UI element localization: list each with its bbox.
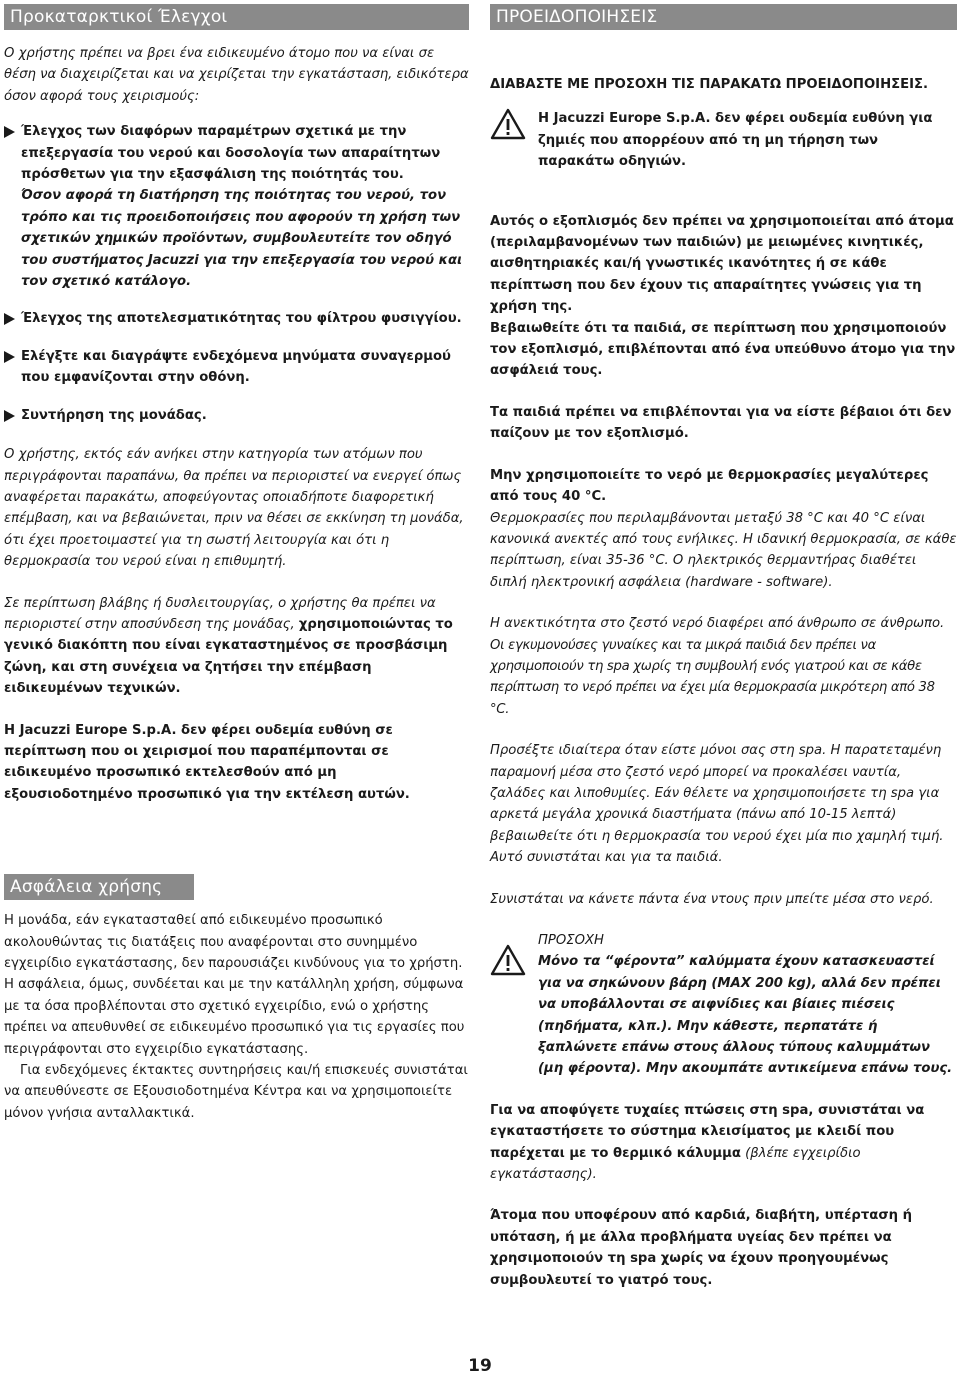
temperature-range-paragraph: Θερμοκρασίες που περιλαμβάνονται μεταξύ 38 °C και 40 °C είναι κανονικά ανεκτές από τους ενήλικες. Η ιδανική θερμοκρασία, σε κάθε περίπτωση, είναι 35-36 °C. Ο ηλεκτρικός θερμαντήρας διαθέτει διπλή ηλεκτρονική ασφάλεια (hardware - software). (490, 510, 957, 590)
user-limits-paragraph: Ο χρήστης, εκτός εάν ανήκει στην κατηγορία των ατόμων που περιγράφονται παραπάνω, θα πρέπει να περιοριστεί να ενεργεί όπως αναφέρεται παρακάτω, αποφεύγοντας οποιαδήποτε διαφορετική επέμβαση, και να βεβαιώνεται, πριν να θέσει σε εκκίνηση τη μονάδα, ότι έχει προετοιμαστεί για τη σωστή λειτουργία και ότι η θερμοκρασία του νερού είναι η επιθυμητή. (4, 447, 464, 570)
equipment-restriction-paragraph: Αυτός ο εξοπλισμός δεν πρέπει να χρησιμοποιείται από άτομα (περιλαμβανομένων των παιδιών) με μειωμένες κινητικές, αισθητηριακές και/ή γνωστικές ικανότητες ή σε κάθε περίπτωση που δεν έχουν τις απαραίτητες γνώσεις για τη χρήση της. (490, 213, 954, 315)
warning-triangle-icon (490, 944, 526, 976)
children-play-paragraph: Τα παιδιά πρέπει να επιβλέπονται για να είστε βέβαιοι ότι δεν παίζουν με τον εξοπλισμό. (490, 404, 952, 442)
triangle-bullet-icon (4, 126, 15, 138)
page-number: 19 (468, 1356, 492, 1376)
liability-paragraph: Η Jacuzzi Europe S.p.A. δεν φέρει ουδεμία ευθύνη σε περίπτωση που οι χειρισμοί που παραπέμπονται σε ειδικευμένο προσωπικό εκτελεσθούν από μη εξουσιοδοτημένο προσωπικό για την εκτέλεση αυτών. (4, 722, 410, 802)
bullet-water-parameters: Έλεγχος των διαφόρων παραμέτρων σχετικά με την επεξεργασία του νερού και δοσολογία των απαραίτητων πρόσθετων για την εξασφάλιση της ποιότητάς του. (4, 121, 469, 185)
section-header-preliminary-checks: Προκαταρκτικοί Έλεγχοι (4, 4, 469, 30)
intro-paragraph: Ο χρήστης πρέπει να βρει ένα ειδικευμένο άτομο που να είναι σε θέση να διαχειρίζεται και να χειρίζεται την εγκατάσταση, ειδικότερα όσον αφορά τους χειρισμούς: (4, 46, 469, 104)
triangle-bullet-icon (4, 313, 15, 325)
alone-in-spa-paragraph: Προσέξτε ιδιαίτερα όταν είστε μόνοι σας στη spa. Η παρατεταμένη παραμονή μέσα στο ζεστό νερό μπορεί να προκαλέσει ναυτία, ζαλάδες και λιποθυμίες. Εάν θέλετε να χρησιμοποιήσετε τη spa για αρκετά μεγάλα χρονικά διαστήματα (πάνω από 10-15 λεπτά) βεβαιωθείτε ότι η θερμοκρασία του νερού έχει μία πιο χαμηλή τιμή. Αυτό συνιστάται και για τα παιδιά. (490, 743, 944, 866)
shower-paragraph: Συνιστάται να κάνετε πάντα ένα ντους πριν μπείτε μέσα στο νερό. (490, 891, 934, 907)
children-supervision-paragraph: Βεβαιωθείτε ότι τα παιδιά, σε περίπτωση που χρησιμοποιούν τον εξοπλισμό, επιβλέπονται από ένα υπεύθυνο άτομο για την ασφάλειά τους. (490, 320, 956, 379)
repairs-paragraph: Για ενδεχόμενες έκτακτες συντηρήσεις και/ή επισκευές συνιστάται να απευθύνεστε σε Εξουσιοδοτημένα Κέντρα και να χρησιμοποιείτε μόνον γνήσια ανταλλακτικά. (4, 1063, 468, 1121)
right-column (490, 4, 957, 1291)
lock-system-paragraph: Για να αποφύγετε τυχαίες πτώσεις στη spa, συνιστάται να εγκαταστήσετε το σύστημα κλεισίματος με κλειδί που παρέχεται με το θερμικό κάλυμμα (βλέπε εγχειρίδιο εγκατάστασης). (490, 1102, 925, 1183)
fault-paragraph: Σε περίπτωση βλάβης ή δυσλειτουργίας, ο χρήστης θα πρέπει να περιοριστεί στην αποσύνδεση της μονάδας, χρησιμοποιώντας το γενικό διακόπτη που είναι εγκαταστημένος σε προσβάσιμη ζώνη, και στη συνέχεια να ζητήσει την επέμβαση ειδικευμένων τεχνικών. (4, 595, 453, 697)
section-header-safety-of-use: Ασφάλεια χρήσης (4, 874, 194, 900)
read-carefully-notice: ΔΙΑΒΑΣΤΕ ΜΕ ΠΡΟΣΟΧΗ ΤΙΣ ΠΑΡΑΚΑΤΩ ΠΡΟΕΙΔΟΠΟΙΗΣΕΙΣ. (490, 77, 929, 92)
triangle-bullet-icon (4, 410, 15, 422)
left-column (4, 4, 469, 1124)
safety-paragraph: Η μονάδα, εάν εγκατασταθεί από ειδικευμένο προσωπικό ακολουθώντας τις διατάξεις που αναφέρονται στο συνημμένο εγχειρίδιο εγκατάστασης, δεν παρουσιάζει κινδύνους για το χρήστη. Η ασφάλεια, όμως, συνδέεται και με την κατάλληλη χρήση, σύμφωνα με τα όσα προβλέπονται στο σχετικό εγχειρίδιο, ενώ ο χρήστης πρέπει να απευθυνθεί σε ειδικευμένο προσωπικό για τις εργασίες που περιγράφονται στο εγχειρίδιο εγκατάστασης. (4, 913, 465, 1057)
caution-title: ΠΡΟΣΟΧΗ (538, 933, 604, 948)
max-temperature-paragraph: Μην χρησιμοποιείτε το νερό με θερμοκρασίες μεγαλύτερες από τους 40 °C. (490, 467, 929, 505)
bullet-filter-check: Έλεγχος της αποτελεσματικότητας του φίλτρου φυσιγγίου. (4, 308, 469, 329)
triangle-bullet-icon (4, 351, 15, 363)
tolerance-paragraph: Η ανεκτικότητα στο ζεστό νερό διαφέρει από άνθρωπο σε άνθρωπο. Οι εγκυμονούσες γυναίκες και τα μικρά παιδιά δεν πρέπει να χρησιμοποιούν τη spa χωρίς τη συμβουλή ενός γιατρού και σε κάθε περίπτωση το νερό πρέπει να έχει μία θερμοκρασία μικρότερη από 38 °C. (490, 616, 945, 717)
cover-caution (490, 930, 957, 1080)
warning-triangle-icon (490, 108, 526, 140)
bullet-unit-maintenance: Συντήρηση της μονάδας. (4, 405, 469, 426)
liability-warning: Η Jacuzzi Europe S.p.A. δεν φέρει ουδεμία ευθύνη για ζημιές που απορρέουν από τη μη τήρηση των παρακάτω οδηγιών. (490, 108, 957, 172)
caution-text: Μόνο τα “φέροντα” καλύμματα έχουν κατασκευαστεί για να σηκώνουν βάρη (MAX 200 kg), αλλά δεν πρέπει να υποβάλλονται σε αιφνίδιες και βίαιες πιέσεις (πηδήματα, κλπ.). Μην κάθεστε, περπατάτε ή ξαπλώνετε επάνω στους άλλους τύπους καλυμμάτων (μη φέροντα). Μην ακουμπάτε αντικείμενα επάνω τους. (538, 954, 953, 1077)
water-quality-note: Όσον αφορά τη διατήρηση της ποιότητας του νερού, τον τρόπο και τις προειδοποιήσεις που αφορούν τη χρήση των σχετικών χημικών προϊόντων, συμβουλευτείτε τον οδηγό του συστήματος Jacuzzi για την επεξεργασία του νερού και τον σχετικό κατάλογο. (21, 188, 463, 290)
section-header-warnings: ΠΡΟΕΙΔΟΠΟΙΗΣΕΙΣ (490, 4, 957, 30)
bullet-alarm-messages: Ελέγξτε και διαγράψτε ενδεχόμενα μηνύματα συναγερμού που εμφανίζονται στην οθόνη. (4, 346, 469, 389)
health-conditions-paragraph: Άτομα που υποφέρουν από καρδιά, διαβήτη, υπέρταση ή υπόταση, ή με άλλα προβλήματα υγείας δεν πρέπει να χρησιμοποιούν τη spa χωρίς να έχουν προηγουμένως συμβουλευτεί το γιατρό τους. (490, 1208, 912, 1288)
